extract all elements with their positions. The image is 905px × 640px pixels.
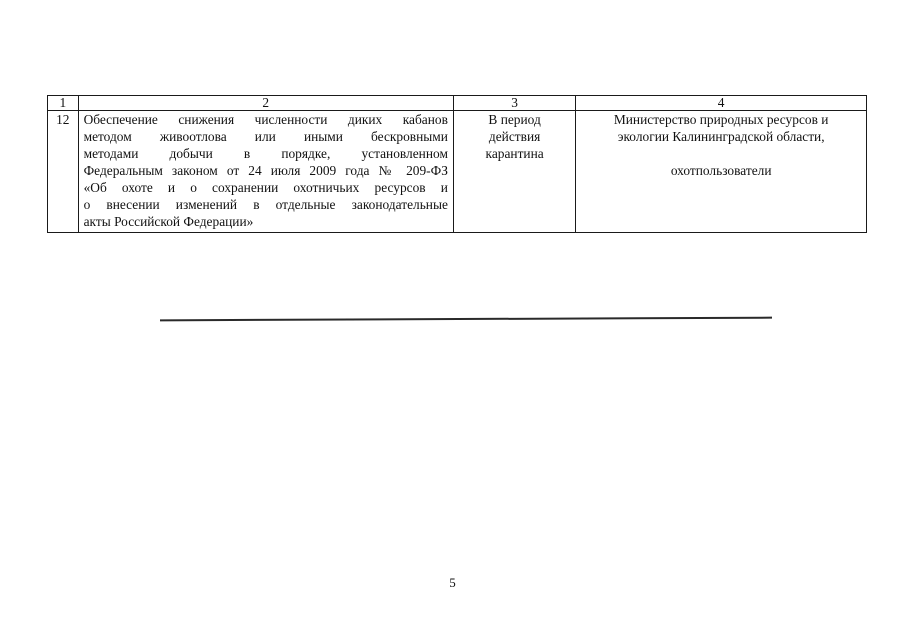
period-cell [453, 111, 575, 233]
measure-line: «Об охоте и о сохранении охотничьих ресурсов и [83, 180, 448, 195]
end-divider-line [160, 317, 772, 322]
page-number: 5 [449, 575, 456, 590]
period-line: В период [488, 112, 541, 127]
measures-table [47, 95, 867, 233]
header-col-1: 1 [48, 96, 79, 111]
measure-line: методом живоотлова или иными бескровными [83, 129, 448, 144]
responsible-spacer [579, 145, 863, 162]
row-number: 12 [48, 111, 79, 233]
measure-description [78, 111, 453, 233]
header-col-3: 3 [453, 96, 575, 111]
header-col-2: 2 [78, 96, 453, 111]
measure-line: методами добычи в порядке, установленном [83, 146, 448, 161]
responsible-line: экологии Калининградской области, [617, 129, 825, 144]
measure-line: акты Российской Федерации» [83, 214, 254, 229]
period-line: карантина [485, 146, 544, 161]
header-col-4: 4 [576, 96, 867, 111]
responsible-cell [576, 111, 867, 233]
responsible-line: охотпользователи [670, 163, 772, 178]
measure-line: о внесении изменений в отдельные законодательные [83, 197, 448, 212]
period-line: действия [488, 129, 541, 144]
table-header-row [48, 96, 867, 111]
measure-line: Федеральным законом от 24 июля 2009 года № 209-ФЗ [83, 163, 448, 178]
responsible-line: Министерство природных ресурсов и [613, 112, 829, 127]
table-row [48, 111, 867, 233]
measure-line: Обеспечение снижения численности диких кабанов [83, 112, 448, 127]
